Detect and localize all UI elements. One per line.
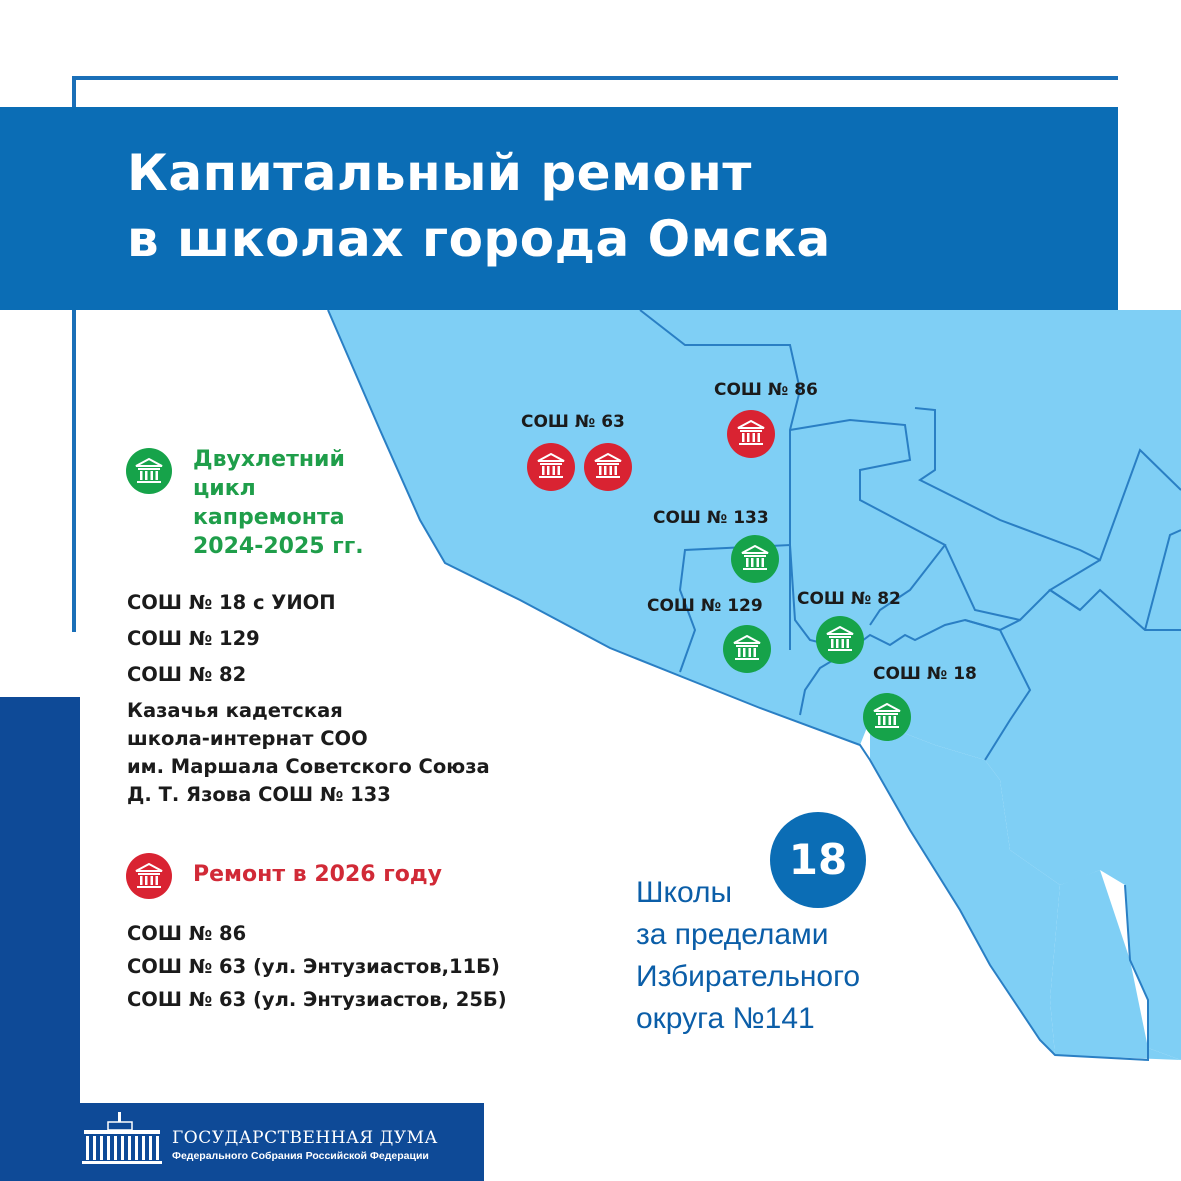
list-item: СОШ № 82 xyxy=(127,663,247,686)
legend-green-school-icon xyxy=(126,448,172,494)
outside-count-badge: 18 xyxy=(770,812,866,908)
map-label-school-82: СОШ № 82 xyxy=(797,589,901,609)
map-label-school-86: СОШ № 86 xyxy=(714,380,818,400)
duma-name: ГОСУДАРСТВЕННАЯ ДУМА xyxy=(172,1128,438,1148)
frame-top-line xyxy=(72,76,1118,80)
list-item: СОШ № 18 с УИОП xyxy=(127,591,336,614)
red-school-list xyxy=(127,920,507,1019)
page-title: Капитальный ремонт в школах города Омска xyxy=(127,144,831,268)
list-item: Казачья кадетская школа-интернат СОО им. Маршала Советского Союза Д. Т. Язова СОШ № 133 xyxy=(127,699,490,806)
map-pin-school-63-a xyxy=(527,443,575,491)
map-pin-school-18 xyxy=(863,693,911,741)
map-pin-school-133 xyxy=(731,535,779,583)
legend-red-label: Ремонт в 2026 году xyxy=(193,862,442,887)
list-item: СОШ № 129 xyxy=(127,627,260,650)
list-item: СОШ № 63 (ул. Энтузиастов, 25Б) xyxy=(127,988,507,1011)
list-item: СОШ № 86 xyxy=(127,922,247,945)
legend-red-school-icon xyxy=(126,853,172,899)
map-pin-school-63-b xyxy=(584,443,632,491)
map-pin-school-129 xyxy=(723,625,771,673)
map-label-school-133: СОШ № 133 xyxy=(653,508,769,528)
map-label-school-129: СОШ № 129 xyxy=(647,596,763,616)
outside-count-label: Школы за пределами Избирательного округа №141 xyxy=(636,876,861,1035)
map-label-school-18: СОШ № 18 xyxy=(873,664,977,684)
map-label-school-63: СОШ № 63 xyxy=(521,412,625,432)
list-item: СОШ № 63 (ул. Энтузиастов,11Б) xyxy=(127,955,500,978)
green-school-list xyxy=(127,589,490,818)
map-pin-school-86 xyxy=(727,410,775,458)
duma-subtitle: Федерального Собрания Российской Федерации xyxy=(172,1150,429,1162)
left-decor-band xyxy=(0,697,80,1181)
legend-green-label: Двухлетний цикл капремонта 2024-2025 гг. xyxy=(193,447,364,559)
duma-building-icon xyxy=(82,1110,162,1166)
map-pin-school-82 xyxy=(816,616,864,664)
